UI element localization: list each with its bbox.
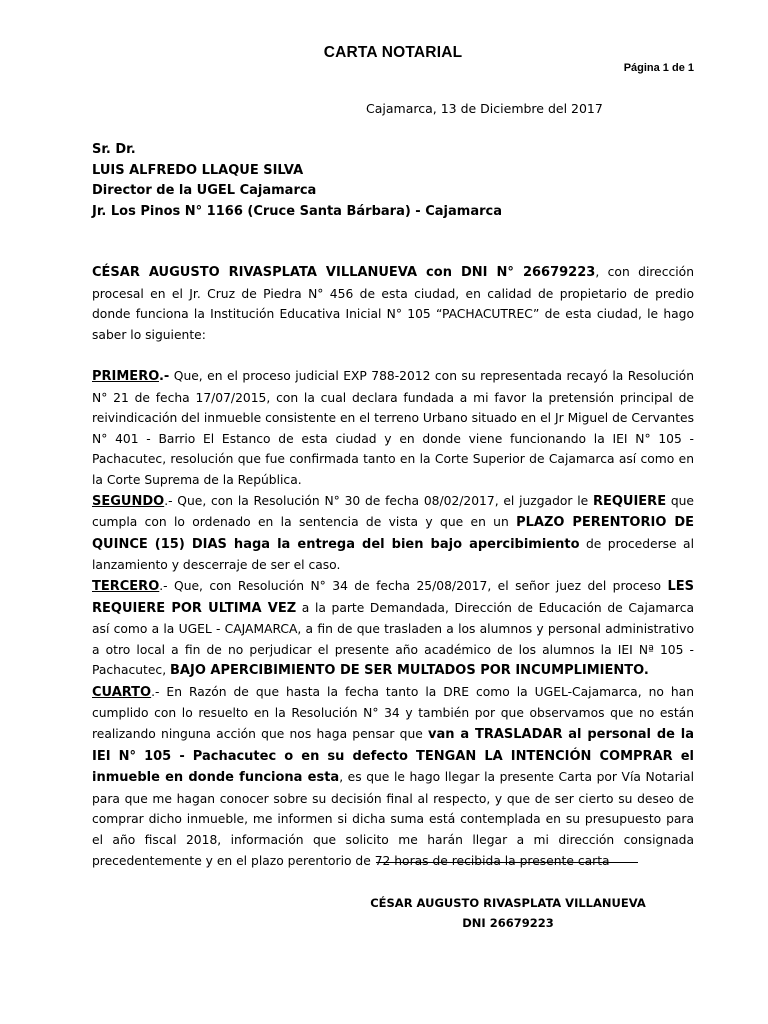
paragraph-segundo <box>92 491 694 576</box>
signature-line <box>376 862 638 863</box>
segundo-text-2: que cumpla con lo ordenado en la sentencia de vista y que en un <box>92 493 694 530</box>
heading-segundo: SEGUNDO <box>92 493 165 509</box>
signatory-dni: DNI 26679223 <box>462 916 554 930</box>
heading-tercero: TERCERO <box>92 578 160 594</box>
segundo-bold-2: PLAZO PERENTORIO DE QUINCE (15) DIAS haga la entrega del bien bajo apercibimiento <box>92 515 694 552</box>
heading-cuarto: CUARTO <box>92 684 152 700</box>
cuarto-bold-1: van a TRASLADAR al personal de la IEI N° 105 - Pachacutec o en su defecto TENGAN LA INTENCIÓN COMPRAR el inmueble en donde funciona esta <box>92 727 694 786</box>
signatory-name: CÉSAR AUGUSTO RIVASPLATA VILLANUEVA <box>370 896 646 910</box>
segundo-text-1: Que, con la Resolución N° 30 de fecha 08/02/2017, el juzgador le <box>172 493 593 508</box>
tercero-text-1: Que, con Resolución N° 34 de fecha 25/08/2017, el señor juez del proceso <box>167 578 668 593</box>
separator: .- <box>159 578 168 593</box>
addressee-address: Jr. Los Pinos N° 1166 (Cruce Santa Bárbara) - Cajamarca <box>92 203 502 219</box>
paragraph-primero <box>92 366 694 491</box>
intro-paragraph <box>92 262 694 345</box>
page-number: Página 1 de 1 <box>623 62 694 74</box>
document-title: CARTA NOTARIAL <box>323 44 463 61</box>
primero-text: Que, en el proceso judicial EXP 788-2012 con su representada recayó la Resolución N° 21 de fecha 17/07/2015, con la cual declara fundada a mi favor la pretensión principal de reivindicación del inmueble consistente en el terreno Urbano situado en el Jr Miguel de Cervantes N° 401 - Barrio El Estanco de esta ciudad y en donde viene funcionando la IEI N° 105 - Pachacutec, resolución que fue confirmada tanto en la Corte Superior de Cajamarca así como en la Corte Suprema de la República. <box>92 368 694 487</box>
sender-identity: CÉSAR AUGUSTO RIVASPLATA VILLANUEVA con DNI N° 26679223 <box>92 265 596 280</box>
separator: .- <box>158 368 170 384</box>
intro-text: , con dirección procesal en el Jr. Cruz de Piedra N° 456 de esta ciudad, en calidad de propietario de predio donde funciona la Institución Educativa Inicial N° 105 “PACHACUTREC” de esta ciudad, le hago saber lo siguiente: <box>92 265 694 342</box>
tercero-text-2: a la parte Demandada, Dirección de Educación de Cajamarca así como a la UGEL - CAJAMARCA, a fin de que trasladen a los alumnos y personal administrativo a otro local a fin de no perjudicar el presente año académico de los alumnos la IEI Nª 105 - Pachacutec, <box>92 600 695 678</box>
cuarto-text-1: En Razón de que hasta la fecha tanto la DRE como la UGEL-Cajamarca, no han cumplido con lo resuelto en la Resolución N° 34 y también por que observamos que no están realizando ninguna acción que nos haga pensar que <box>92 684 694 742</box>
separator: .- <box>151 684 160 699</box>
paragraph-cuarto <box>92 682 694 871</box>
letter-date: Cajamarca, 13 de Diciembre del 2017 <box>366 101 603 116</box>
addressee-salutation: Sr. Dr. <box>92 142 136 157</box>
addressee-position: Director de la UGEL Cajamarca <box>92 183 317 198</box>
paragraph-tercero <box>92 576 694 682</box>
tercero-bold-1: LES REQUIERE POR ULTIMA VEZ <box>92 578 694 616</box>
heading-primero: PRIMERO <box>92 368 159 384</box>
tercero-bold-2: BAJO APERCIBIMIENTO DE SER MULTADOS POR INCUMPLIMIENTO. <box>170 663 649 679</box>
segundo-bold-1: REQUIERE <box>592 493 667 509</box>
cuarto-text-2: , es que le hago llegar la presente Carta por Vía Notarial para que me hagan conocer sobre su decisión final al respecto, y que de ser cierto su deseo de comprar dicho inmueble, me informen si dicha suma está contemplada en su presupuesto para el año fiscal 2018, información que solicito me harán llegar a mi dirección consignada precedentemente y en el plazo perentorio de 72 horas de recibida la presente carta <box>92 770 695 868</box>
separator: .- <box>164 493 173 508</box>
letter-body <box>92 262 694 871</box>
addressee-block <box>92 140 502 222</box>
segundo-text-3: de procederse al lanzamiento y descerraje de ser el caso. <box>92 536 694 573</box>
addressee-name: LUIS ALFREDO LLAQUE SILVA <box>92 162 304 178</box>
